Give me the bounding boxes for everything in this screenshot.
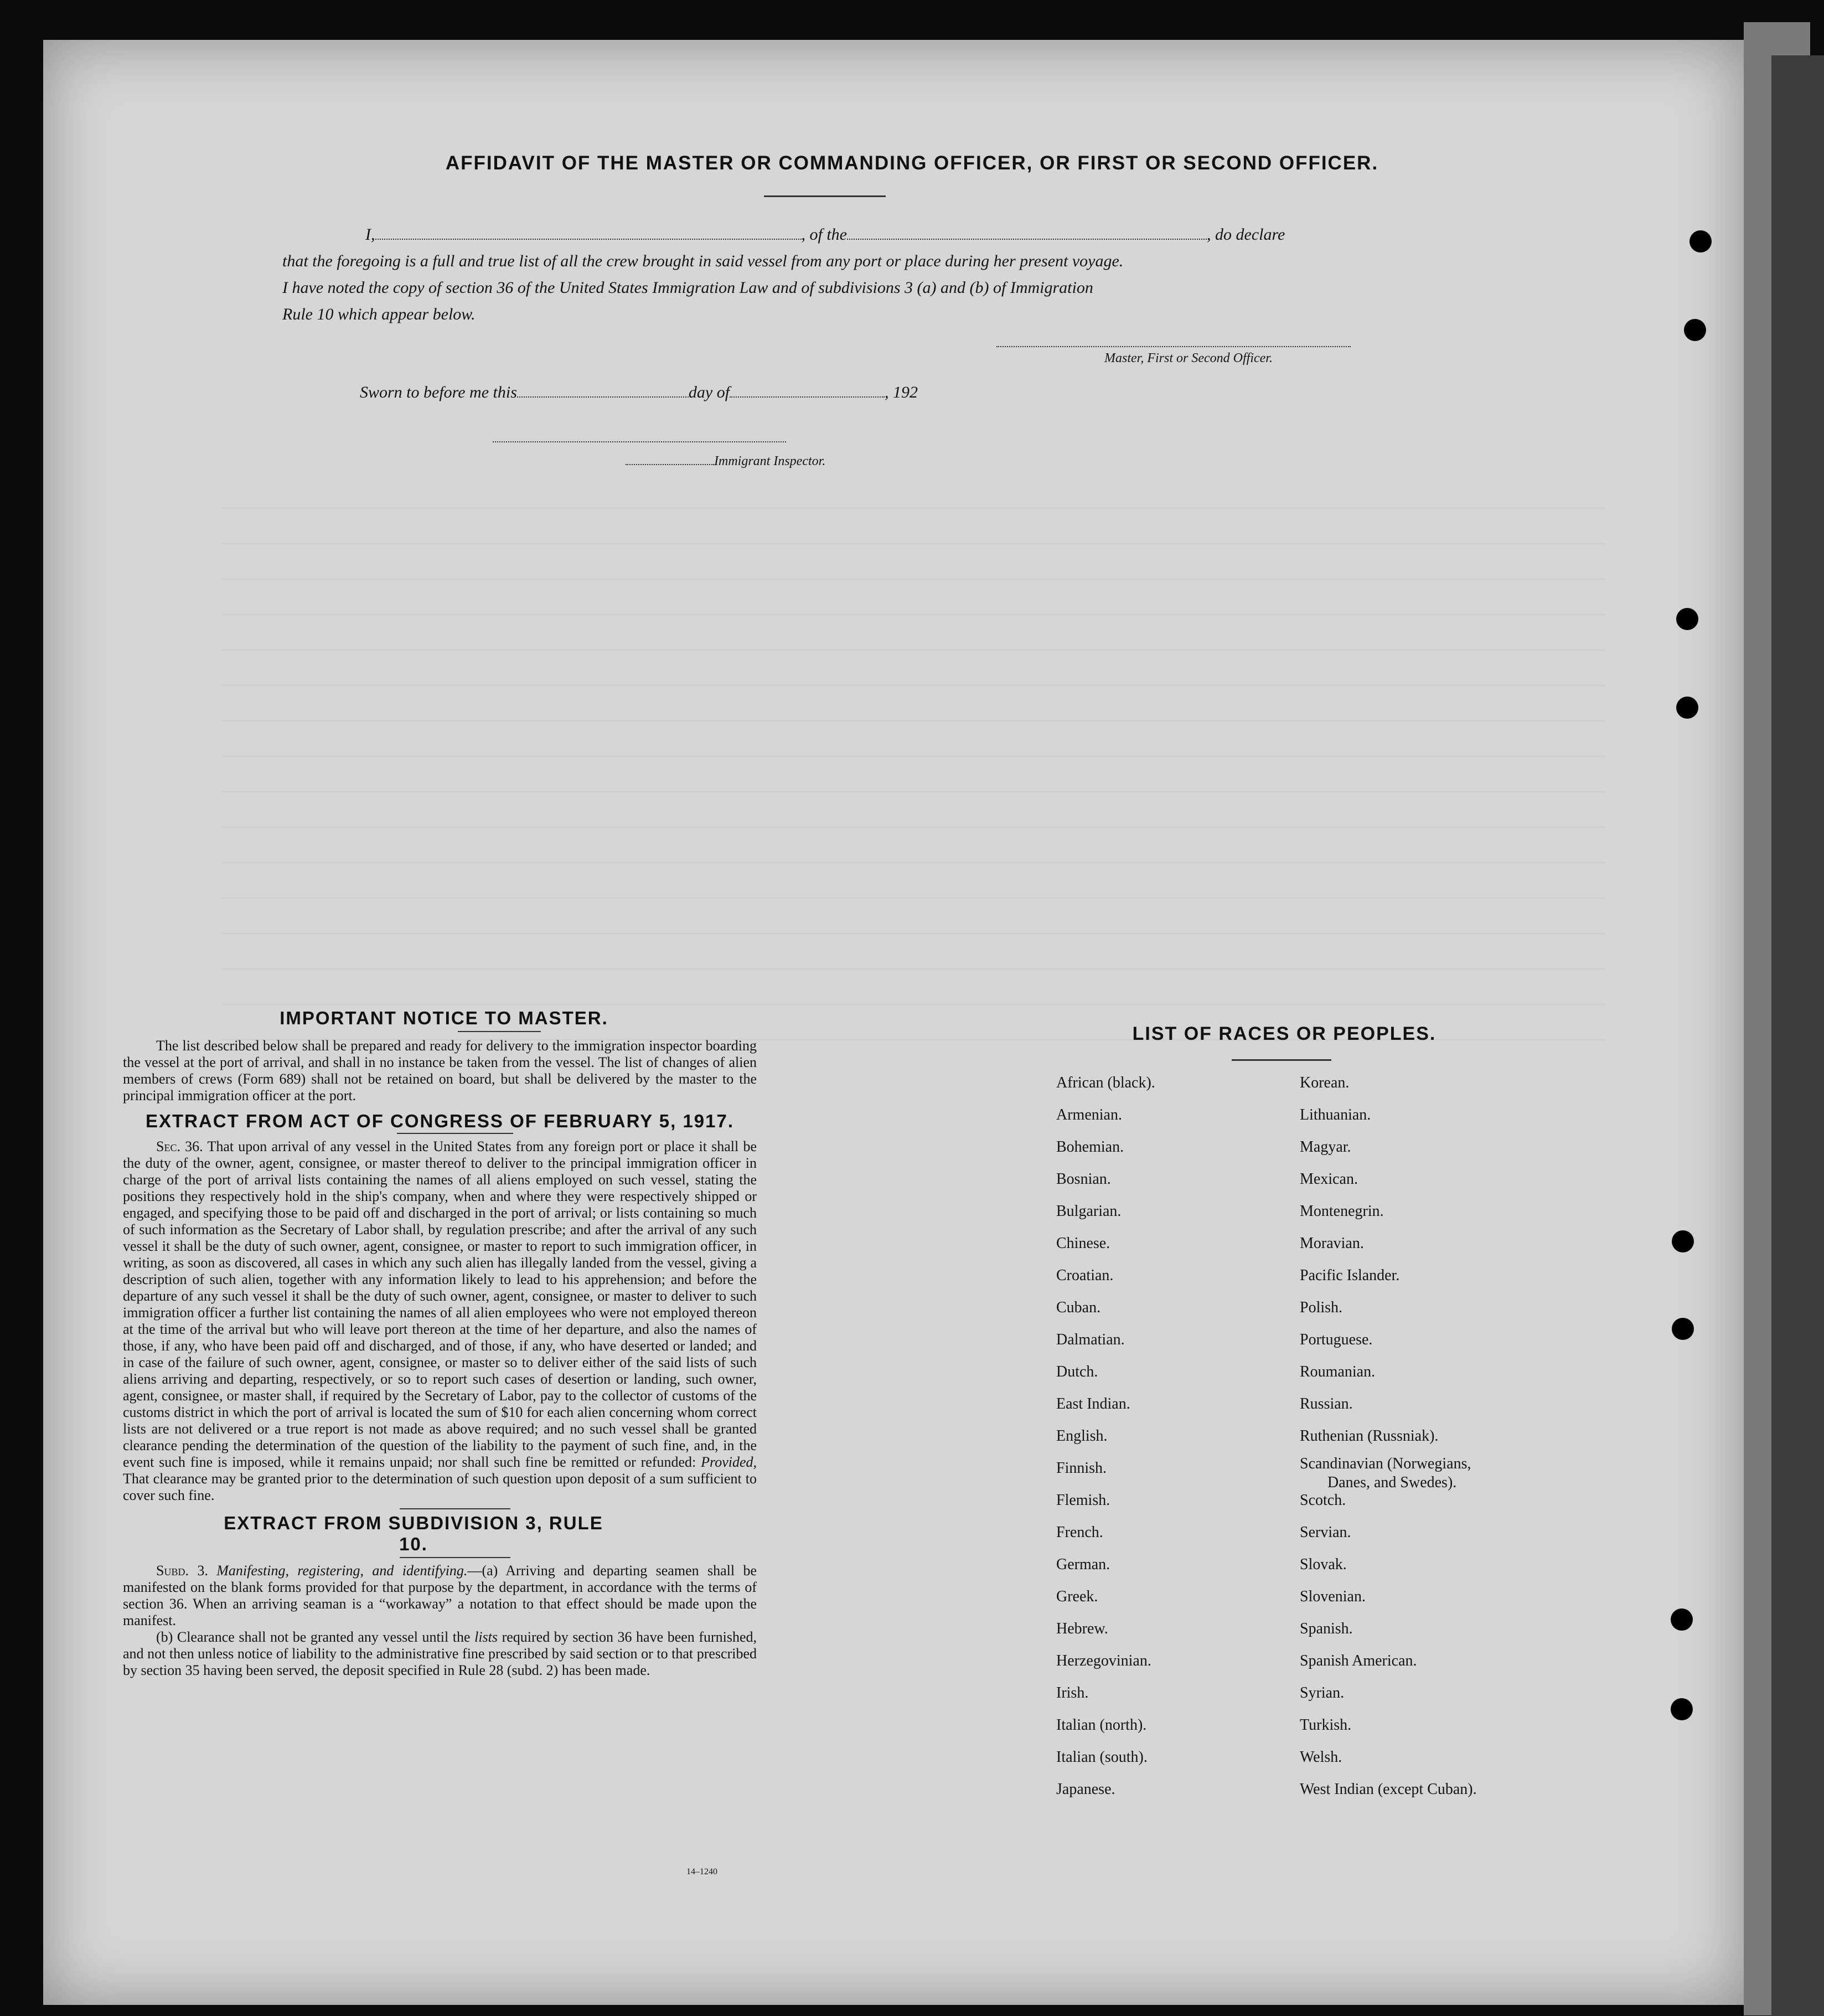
punch-hole bbox=[1684, 319, 1706, 341]
subdivision-3a-text: Subd. 3. Manifesting, registering, and identifying.—(a) Arriving and departing seamen shall be manifested on the blank forms provided for that purpose by the department, in accordance with the terms of section 36. When an arriving seaman is a “workaway” a notation to that effect should be made upon the manifest. bbox=[123, 1563, 757, 1628]
race-item: Dutch. bbox=[1056, 1363, 1098, 1380]
race-item: Japanese. bbox=[1056, 1781, 1115, 1798]
signature-line bbox=[996, 346, 1351, 347]
inspector-signature-line bbox=[493, 441, 786, 442]
affidavit-line-2: that the foregoing is a full and true list of all the crew brought in said vessel from any port or place during her present voyage. bbox=[282, 252, 1124, 270]
day-blank[interactable] bbox=[517, 382, 689, 398]
sworn-line: Sworn to before me this day of , 192 bbox=[360, 383, 918, 401]
race-item: Greek. bbox=[1056, 1588, 1098, 1605]
race-item: Pacific Islander. bbox=[1300, 1267, 1400, 1284]
punch-hole bbox=[1672, 1230, 1694, 1252]
punch-hole bbox=[1671, 1698, 1693, 1720]
races-title: LIST OF RACES OR PEOPLES. bbox=[1132, 1023, 1437, 1044]
race-item: East Indian. bbox=[1056, 1395, 1130, 1412]
rule-extract-title: EXTRACT FROM SUBDIVISION 3, RULE 10. bbox=[224, 1513, 603, 1554]
title-divider bbox=[764, 195, 886, 197]
race-item: Magyar. bbox=[1300, 1138, 1351, 1156]
race-item: Bosnian. bbox=[1056, 1171, 1111, 1188]
inspector-caption: Immigrant Inspector. bbox=[626, 453, 825, 469]
underlying-page-edge-dark bbox=[1771, 55, 1824, 2016]
race-item: Slovenian. bbox=[1300, 1588, 1366, 1605]
race-item: Scandinavian (Norwegians, bbox=[1300, 1455, 1471, 1472]
race-item: Slovak. bbox=[1300, 1556, 1347, 1573]
race-item: Spanish American. bbox=[1300, 1652, 1417, 1669]
race-item: African (black). bbox=[1056, 1074, 1155, 1091]
affidavit-line-3: I have noted the copy of section 36 of the United States Immigration Law and of subdivisions 3 (a) and (b) of Immigration bbox=[282, 279, 1093, 297]
race-item: Herzegovinian. bbox=[1056, 1652, 1151, 1669]
punch-hole bbox=[1672, 1318, 1694, 1340]
race-item: Cuban. bbox=[1056, 1299, 1101, 1316]
race-item: German. bbox=[1056, 1556, 1110, 1573]
race-item: Armenian. bbox=[1056, 1106, 1122, 1123]
race-item: Portuguese. bbox=[1300, 1331, 1373, 1348]
race-item: Russian. bbox=[1300, 1395, 1353, 1412]
race-item: Montenegrin. bbox=[1300, 1203, 1384, 1220]
name-blank[interactable] bbox=[375, 224, 802, 240]
subdivision-3b-text: (b) Clearance shall not be granted any vessel until the lists required by section 36 have been furnished, and not then unless notice of liability to the administrative fine prescribed by said section or to that prescribed by section 35 having been served, the deposit specified in Rule 28 (subd. 2) has been made. bbox=[123, 1629, 757, 1678]
punch-hole bbox=[1689, 230, 1712, 252]
race-item: Bohemian. bbox=[1056, 1138, 1124, 1156]
race-item: Italian (south). bbox=[1056, 1749, 1148, 1766]
race-item: Dalmatian. bbox=[1056, 1331, 1125, 1348]
race-item: Finnish. bbox=[1056, 1460, 1107, 1477]
races-divider bbox=[1232, 1059, 1331, 1061]
race-item: Servian. bbox=[1300, 1524, 1351, 1541]
race-item: Roumanian. bbox=[1300, 1363, 1376, 1380]
affidavit-line-4: Rule 10 which appear below. bbox=[282, 305, 476, 323]
race-item: Mexican. bbox=[1300, 1171, 1358, 1188]
vessel-blank[interactable] bbox=[847, 224, 1207, 240]
race-item: Spanish. bbox=[1300, 1620, 1353, 1637]
race-item: Turkish. bbox=[1300, 1716, 1352, 1734]
affidavit-text bbox=[282, 221, 1351, 328]
race-item: Moravian. bbox=[1300, 1235, 1364, 1252]
race-item: Croatian. bbox=[1056, 1267, 1114, 1284]
race-item: Italian (north). bbox=[1056, 1716, 1147, 1734]
race-item: Korean. bbox=[1300, 1074, 1350, 1091]
race-item: French. bbox=[1056, 1524, 1103, 1541]
race-item: Lithuanian. bbox=[1300, 1106, 1371, 1123]
signature-caption: Master, First or Second Officer. bbox=[1104, 351, 1273, 365]
race-item: Flemish. bbox=[1056, 1492, 1110, 1509]
race-item: Welsh. bbox=[1300, 1749, 1342, 1766]
race-item: Bulgarian. bbox=[1056, 1203, 1122, 1220]
left-column bbox=[123, 1008, 757, 1679]
notice-title: IMPORTANT NOTICE TO MASTER. bbox=[280, 1008, 608, 1028]
race-item: West Indian (except Cuban). bbox=[1300, 1781, 1477, 1798]
punch-hole bbox=[1676, 697, 1698, 719]
race-item: English. bbox=[1056, 1427, 1108, 1445]
race-item: Hebrew. bbox=[1056, 1620, 1108, 1637]
race-item: Scotch. bbox=[1300, 1492, 1346, 1509]
act-extract-title: EXTRACT FROM ACT OF CONGRESS OF FEBRUARY 5, 1917. bbox=[145, 1111, 735, 1131]
affidavit-title: AFFIDAVIT OF THE MASTER OR COMMANDING OFFICER, OR FIRST OR SECOND OFFICER. bbox=[445, 152, 1379, 174]
form-code: 14–1240 bbox=[686, 1867, 717, 1876]
punch-hole bbox=[1676, 608, 1698, 630]
race-item: Polish. bbox=[1300, 1299, 1343, 1316]
notice-text: The list described below shall be prepared and ready for delivery to the immigration inspector boarding the vessel at the port of arrival, and shall in no instance be taken from the vessel. The list of changes of alien members of crews (Form 689) shall not be retained on board, but shall be delivered by the master to the principal immigration officer at the port. bbox=[123, 1038, 757, 1104]
affidavit-line-1: I, , of the , do declare bbox=[365, 225, 1285, 244]
punch-hole bbox=[1671, 1608, 1693, 1631]
month-blank[interactable] bbox=[730, 382, 885, 398]
section-36-text: Sec. 36. That upon arrival of any vessel in the United States from any foreign port or place it shall be the duty of the owner, agent, consignee, or master thereof to deliver to the principal immigration officer in charge of the port of arrival lists containing the names of all aliens employed on such vessel, stating the positions they respectively hold in the ship's company, when and where they were respectively shipped or engaged, and specifying those to be paid off and discharged in the port of arrival; or lists containing so much of such information as the Secretary of Labor shall, by regulation prescribe; and after the arrival of any such vessel it shall be the duty of such owner, agent, consignee, or master to report to such immigration officer, in writing, as soon as discovered, all cases in which any such alien has illegally landed from the vessel, giving a description of such alien, together with any information likely to lead to his apprehension; and before the departure of any such vessel it shall be the duty of such owner, agent, consignee, or master to deliver to such immigration officer a further list containing the names of all alien employees who were not employed thereon at the time of the arrival but who will leave port thereon at the time of her departure, and also the names of those, if any, who have been paid off and discharged, and of those, if any, who have deserted or landed; and in case of the failure of such owner, agent, consignee, or master so to deliver either of the said lists of such aliens arriving and departing, respectively, or so to report such cases of desertion or landing, such owner, agent, consignee, or master shall, if required by the Secretary of Labor, pay to the collector of customs of the customs district in which the port of arrival is located the sum of $10 for each alien concerning whom correct lists are not delivered or a true report is not made as above required; and no such vessel shall be granted clearance pending the determination of the question of the liability to the payment of such fine, and, in the event such fine is imposed, while it remains unpaid; nor shall such fine be remitted or refunded: Provided, That clearance may be granted prior to the determination of such question upon deposit of a sum sufficient to cover such fine. bbox=[123, 1138, 757, 1503]
race-item: Irish. bbox=[1056, 1684, 1089, 1702]
race-item: Chinese. bbox=[1056, 1235, 1110, 1252]
bleed-through-texture bbox=[221, 476, 1605, 1058]
race-item: Ruthenian (Russniak). bbox=[1300, 1427, 1439, 1445]
race-item-continuation: Danes, and Swedes). bbox=[1327, 1474, 1457, 1491]
race-item: Syrian. bbox=[1300, 1684, 1345, 1702]
